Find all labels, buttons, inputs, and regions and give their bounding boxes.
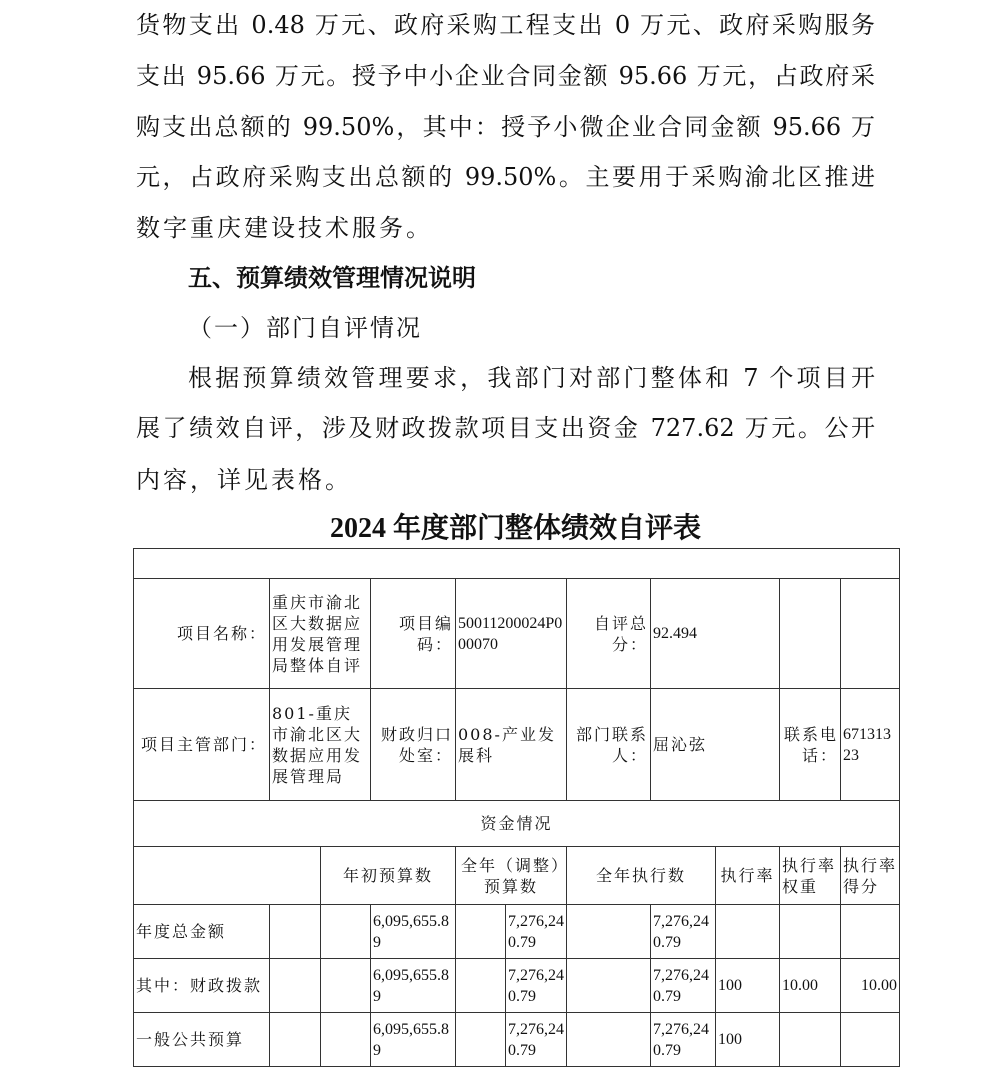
rate-weight — [780, 1013, 841, 1067]
body-line: 货物支出 0.48 万元、政府采购工程支出 0 万元、政府采购服务 — [136, 11, 875, 39]
blank-row — [134, 549, 900, 579]
adjusted-budget: 7,276,240.79 — [506, 905, 567, 959]
table-row — [134, 905, 900, 959]
rate-score — [841, 1013, 900, 1067]
rate-score: 10.00 — [841, 959, 900, 1013]
executed-amount: 7,276,240.79 — [651, 905, 716, 959]
execution-rate — [716, 905, 780, 959]
initial-budget: 6,095,655.89 — [371, 959, 456, 1013]
rate-weight: 10.00 — [780, 959, 841, 1013]
rate-score — [841, 905, 900, 959]
body-line: 支出 95.66 万元。授予中小企业合同金额 95.66 万元，占政府采 — [136, 62, 875, 90]
contact-label: 部门联系人： — [567, 689, 651, 801]
header-score: 执行率得分 — [841, 847, 900, 905]
body-line: 数字重庆建设技术服务。 — [136, 214, 433, 242]
header-weight: 执行率权重 — [780, 847, 841, 905]
project-name: 重庆市渝北区大数据应用发展管理局整体自评 — [270, 579, 371, 689]
rate-weight — [780, 905, 841, 959]
row-label: 其中：财政拨款 — [134, 959, 270, 1013]
finance-office-label: 财政归口处室： — [371, 689, 456, 801]
phone-label: 联系电话： — [780, 689, 841, 801]
row-label: 一般公共预算 — [134, 1013, 270, 1067]
dept-label: 项目主管部门： — [134, 689, 270, 801]
adjusted-budget: 7,276,240.79 — [506, 959, 567, 1013]
executed-amount: 7,276,240.79 — [651, 959, 716, 1013]
body-line: 根据预算绩效管理要求，我部门对部门整体和 7 个项目开 — [188, 364, 875, 392]
execution-rate: 100 — [716, 959, 780, 1013]
phone-value: 67131323 — [841, 689, 900, 801]
initial-budget: 6,095,655.89 — [371, 1013, 456, 1067]
header-adjusted-budget: 全年（调整）预算数 — [456, 847, 567, 905]
table-row — [134, 801, 900, 847]
execution-rate: 100 — [716, 1013, 780, 1067]
body-line: 购支出总额的 99.50%，其中：授予小微企业合同金额 95.66 万 — [136, 113, 875, 141]
subsection-heading: （一）部门自评情况 — [188, 314, 422, 342]
header-executed: 全年执行数 — [567, 847, 716, 905]
contact-value: 屈沁弦 — [651, 689, 780, 801]
dept-value: 801-重庆市渝北区大数据应用发展管理局 — [270, 689, 371, 801]
project-code-label: 项目编码： — [371, 579, 456, 689]
body-line: 元，占政府采购支出总额的 99.50%。主要用于采购渝北区推进 — [136, 163, 875, 191]
table-title: 2024 年度部门整体绩效自评表 — [329, 513, 701, 544]
body-line: 内容，详见表格。 — [136, 466, 352, 494]
section-heading: 五、预算绩效管理情况说明 — [188, 263, 476, 292]
score-value: 92.494 — [651, 579, 780, 689]
table-header-row — [134, 847, 900, 905]
body-line: 展了绩效自评，涉及财政拨款项目支出资金 727.62 万元。公开 — [136, 414, 875, 442]
header-initial-budget: 年初预算数 — [321, 847, 456, 905]
funds-section-header: 资金情况 — [134, 801, 900, 847]
initial-budget: 6,095,655.89 — [371, 905, 456, 959]
finance-office-value: 008-产业发展科 — [456, 689, 567, 801]
row-label: 年度总金额 — [134, 905, 270, 959]
project-code: 50011200024P000070 — [456, 579, 567, 689]
header-rate: 执行率 — [716, 847, 780, 905]
table-row — [134, 689, 900, 801]
adjusted-budget: 7,276,240.79 — [506, 1013, 567, 1067]
table-row — [134, 1013, 900, 1067]
executed-amount: 7,276,240.79 — [651, 1013, 716, 1067]
score-label: 自评总分： — [567, 579, 651, 689]
table-row — [134, 579, 900, 689]
table-row — [134, 959, 900, 1013]
self-evaluation-table — [133, 548, 900, 1067]
project-name-label: 项目名称： — [134, 579, 270, 689]
